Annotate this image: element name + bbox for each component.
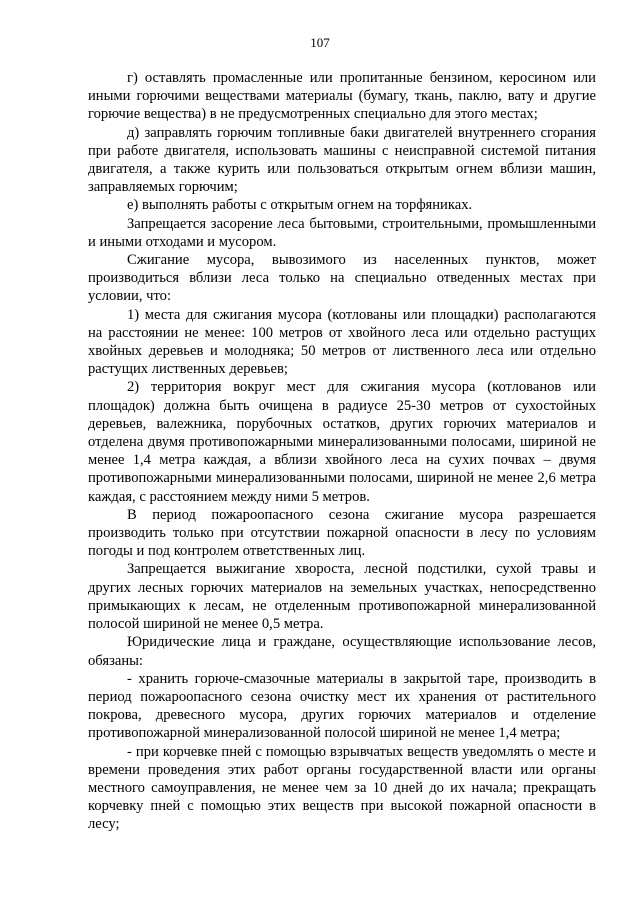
page-number: 107 [310, 35, 330, 50]
paragraph-condition-1: 1) места для сжигания мусора (котлованы или площадки) располагаются на расстоянии не менее: 100 метров от хвойного леса или отдельно растущих хвойных деревьев и молодняка; 50 метров от лиственного леса или отдельно растущих лиственных деревьев; [88, 306, 596, 378]
paragraph-fire-season: В период пожароопасного сезона сжигание мусора разрешается производить только при отсутствии пожарной опасности в лесу по условиям погоды и под контролем ответственных лиц. [88, 506, 596, 560]
paragraph-obligation-stumps: - при корчевке пней с помощью взрывчатых веществ уведомлять о месте и времени проведения этих работ органы государственной власти или органы местного самоуправления, не менее чем за 10 дней до их начала; прекращать корчевку пней с помощью этих веществ при высокой пожарной опасности в лесу; [88, 743, 596, 833]
paragraph-obligations: Юридические лица и граждане, осуществляющие использование лесов, обязаны: [88, 634, 596, 669]
paragraph-condition-2: 2) территория вокруг мест для сжигания мусора (котлованов или площадок) должна быть очищена в радиусе 25-30 метров от сухостойных деревьев, валежника, порубочных остатков, других горючих материалов и отделена двумя противопожарными минерализованными полосами, шириной не менее 1,4 метра каждая, а вблизи хвойного леса на сухих почвах – двумя противопожарными минерализованными полосами, шириной не менее 2,6 метра каждая, с расстоянием между ними 5 метров. [88, 379, 596, 505]
document-body [88, 69, 596, 834]
paragraph-item-g: г) оставлять промасленные или пропитанные бензином, керосином или иными горючими веществами материалы (бумагу, ткань, паклю, вату и другие горючие вещества) в не предусмотренных специально для этого местах; [88, 70, 596, 123]
paragraph-item-e: е) выполнять работы с открытым огнем на торфяниках. [127, 197, 473, 214]
paragraph-waste-burning: Сжигание мусора, вывозимого из населенных пунктов, может производиться вблизи леса только на специально отведенных местах при условии, что: [88, 252, 596, 305]
paragraph-waste-ban: Запрещается засорение леса бытовыми, строительными, промышленными и иными отходами и мусором. [88, 215, 596, 250]
paragraph-burning-ban: Запрещается выжигание хвороста, лесной подстилки, сухой травы и других лесных горючих материалов на земельных участках, непосредственно примыкающих к лесам, не отделенным противопожарной минерализованной полосой шириной не менее 0,5 метра. [88, 561, 596, 633]
paragraph-item-d: д) заправлять горючим топливные баки двигателей внутреннего сгорания при работе двигателя, использовать машины с неисправной системой питания двигателя, а также курить или пользоваться открытым огнем вблизи машин, заправляемых горючим; [88, 124, 596, 196]
paragraph-obligation-fuel: - хранить горюче-смазочные материалы в закрытой таре, производить в период пожароопасного сезона очистку мест их хранения от растительного покрова, древесного мусора, других горючих материалов и отделение противопожарной минерализованной полосой шириной не менее 1,4 метра; [88, 670, 596, 742]
